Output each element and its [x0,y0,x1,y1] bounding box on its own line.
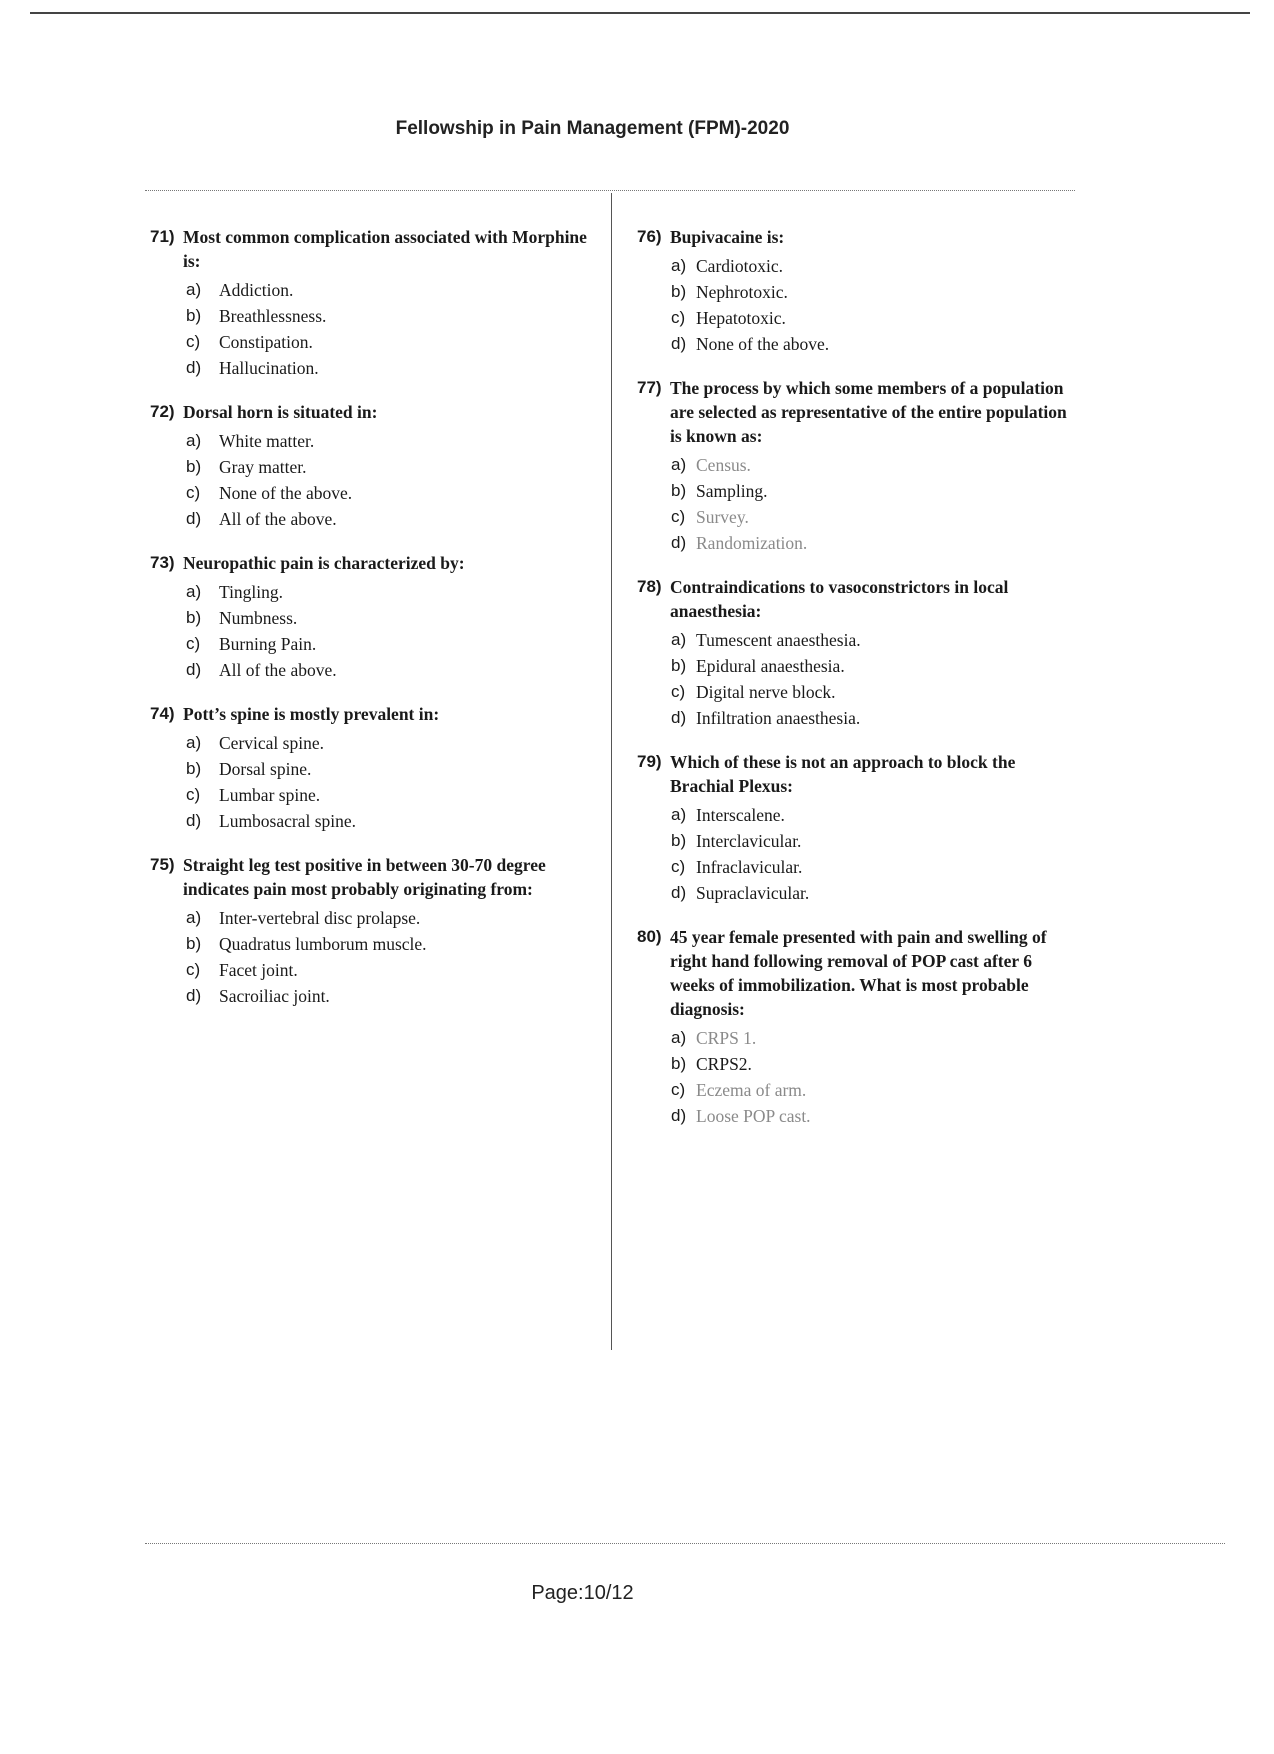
option-letter: c) [186,785,201,804]
question-block [637,926,1077,1129]
answer-option [637,1051,1077,1077]
option-letter: a) [186,280,202,299]
question-number: 73) [150,553,175,572]
answer-option [150,428,590,454]
option-text: Tumescent anaesthesia. [696,630,861,650]
option-text: Epidural anaesthesia. [696,656,845,676]
option-list [150,730,590,834]
option-text: Survey. [696,507,749,527]
question-number: 80) [637,927,662,946]
option-letter: b) [186,306,202,325]
page-number: Page:10/12 [531,1582,634,1604]
answer-option [637,279,1077,305]
option-text: Interclavicular. [696,831,802,851]
option-text: Digital nerve block. [696,682,836,702]
option-letter: c) [671,1080,686,1099]
answer-option [637,653,1077,679]
option-text: Dorsal spine. [219,759,312,779]
answer-option [637,627,1077,653]
option-text: Eczema of arm. [696,1080,807,1100]
option-letter: c) [186,332,201,351]
answer-option [637,854,1077,880]
answer-option [150,931,590,957]
option-letter: b) [186,608,202,627]
option-text: Lumbosacral spine. [219,811,357,831]
option-letter: a) [186,431,202,450]
option-text: None of the above. [696,334,830,354]
question-stem [150,552,590,576]
option-list [637,802,1077,906]
answer-option [637,530,1077,556]
answer-option [637,880,1077,906]
option-list [637,253,1077,357]
option-letter: a) [671,1028,687,1047]
header-divider [145,190,1075,191]
answer-option [637,253,1077,279]
option-text: Infraclavicular. [696,857,803,877]
option-text: Loose POP cast. [696,1106,811,1126]
answer-option [150,454,590,480]
option-list [150,428,590,532]
option-list [150,277,590,381]
question-number: 78) [637,577,662,596]
option-text: White matter. [219,431,315,451]
option-letter: a) [186,733,202,752]
answer-option [150,756,590,782]
scan-border-line [30,12,1250,14]
question-stem [637,926,1077,1022]
answer-option [637,478,1077,504]
option-text: Sampling. [696,481,768,501]
option-text: Facet joint. [219,960,298,980]
question-number: 75) [150,855,175,874]
option-text: CRPS 1. [696,1028,757,1048]
right-column [637,226,1077,1149]
option-letter: b) [186,457,202,476]
answer-option [150,905,590,931]
question-block [150,552,590,683]
option-text: Numbness. [219,608,298,628]
option-text: Randomization. [696,533,808,553]
option-text: Inter-vertebral disc prolapse. [219,908,421,928]
option-letter: c) [671,308,686,327]
question-text: Contraindications to vasoconstrictors in local anaesthesia: [670,577,1009,621]
question-stem [150,703,590,727]
option-letter: d) [186,509,202,528]
option-letter: d) [186,358,202,377]
answer-option [150,579,590,605]
answer-option [150,983,590,1009]
question-block [150,226,590,381]
option-letter: a) [186,582,202,601]
question-text: Neuropathic pain is characterized by: [183,553,465,573]
option-list [637,452,1077,556]
option-text: Addiction. [219,280,294,300]
option-text: Tingling. [219,582,284,602]
option-letter: c) [671,682,686,701]
option-letter: a) [671,256,687,275]
question-stem [637,377,1077,449]
option-text: Cervical spine. [219,733,324,753]
question-stem [637,576,1077,624]
option-list [150,579,590,683]
answer-option [150,631,590,657]
question-block [150,401,590,532]
answer-option [637,331,1077,357]
option-letter: b) [671,282,687,301]
option-letter: b) [671,656,687,675]
answer-option [150,657,590,683]
option-letter: c) [186,960,201,979]
answer-option [150,303,590,329]
question-block [637,751,1077,906]
question-text: Most common complication associated with Morphine is: [183,227,587,271]
option-letter: c) [671,507,686,526]
option-text: Sacroiliac joint. [219,986,330,1006]
option-letter: a) [186,908,202,927]
option-text: Lumbar spine. [219,785,321,805]
option-letter: a) [671,805,687,824]
answer-option [150,506,590,532]
answer-option [637,504,1077,530]
option-text: Cardiotoxic. [696,256,783,276]
question-number: 77) [637,378,662,397]
option-letter: d) [671,883,687,902]
answer-option [150,277,590,303]
answer-option [637,679,1077,705]
answer-option [637,1077,1077,1103]
column-divider [611,193,612,1350]
option-text: Supraclavicular. [696,883,810,903]
option-letter: b) [671,481,687,500]
option-text: Hepatotoxic. [696,308,786,328]
option-letter: d) [186,811,202,830]
option-letter: c) [186,483,201,502]
answer-option [150,730,590,756]
page-title: Fellowship in Pain Management (FPM)-2020 [395,118,790,139]
option-text: All of the above. [219,660,337,680]
option-text: CRPS2. [696,1054,752,1074]
answer-option [637,1103,1077,1129]
option-list [150,905,590,1009]
option-list [637,627,1077,731]
option-text: Census. [696,455,751,475]
question-number: 74) [150,704,175,723]
option-letter: d) [671,334,687,353]
option-letter: d) [186,660,202,679]
option-letter: a) [671,455,687,474]
answer-option [150,605,590,631]
option-letter: b) [186,934,202,953]
question-block [150,854,590,1009]
question-block [150,703,590,834]
question-stem [637,751,1077,799]
answer-option [150,808,590,834]
option-text: Infiltration anaesthesia. [696,708,861,728]
question-number: 79) [637,752,662,771]
option-letter: d) [186,986,202,1005]
option-letter: d) [671,533,687,552]
option-text: Breathlessness. [219,306,327,326]
option-text: Constipation. [219,332,313,352]
question-stem [150,401,590,425]
option-letter: c) [671,857,686,876]
question-block [637,226,1077,357]
answer-option [150,957,590,983]
question-number: 76) [637,227,662,246]
option-letter: b) [671,831,687,850]
option-text: None of the above. [219,483,353,503]
question-block [637,576,1077,731]
answer-option [637,705,1077,731]
question-text: 45 year female presented with pain and swelling of right hand following removal of POP cast after 6 weeks of immobilization. What is most probable diagnosis: [670,927,1047,1019]
option-list [637,1025,1077,1129]
question-stem [637,226,1077,250]
answer-option [150,782,590,808]
question-stem [150,854,590,902]
option-text: Interscalene. [696,805,785,825]
answer-option [637,305,1077,331]
option-text: All of the above. [219,509,337,529]
question-block [637,377,1077,556]
option-text: Quadratus lumborum muscle. [219,934,427,954]
question-stem [150,226,590,274]
left-column [150,226,590,1029]
question-number: 72) [150,402,175,421]
option-letter: b) [186,759,202,778]
question-text: Which of these is not an approach to block the Brachial Plexus: [670,752,1016,796]
question-text: Straight leg test positive in between 30-70 degree indicates pain most probably originating from: [183,855,546,899]
question-text: The process by which some members of a population are selected as representative of the entire population is known as: [670,378,1067,446]
answer-option [150,480,590,506]
footer-divider [145,1543,1225,1544]
answer-option [637,828,1077,854]
option-text: Gray matter. [219,457,307,477]
option-letter: b) [671,1054,687,1073]
question-text: Pott’s spine is mostly prevalent in: [183,704,440,724]
answer-option [150,355,590,381]
question-number: 71) [150,227,175,246]
question-text: Bupivacaine is: [670,227,785,247]
option-letter: d) [671,708,687,727]
answer-option [150,329,590,355]
question-text: Dorsal horn is situated in: [183,402,378,422]
option-text: Burning Pain. [219,634,317,654]
option-letter: a) [671,630,687,649]
answer-option [637,1025,1077,1051]
option-letter: d) [671,1106,687,1125]
option-text: Hallucination. [219,358,319,378]
answer-option [637,452,1077,478]
option-text: Nephrotoxic. [696,282,788,302]
answer-option [637,802,1077,828]
option-letter: c) [186,634,201,653]
